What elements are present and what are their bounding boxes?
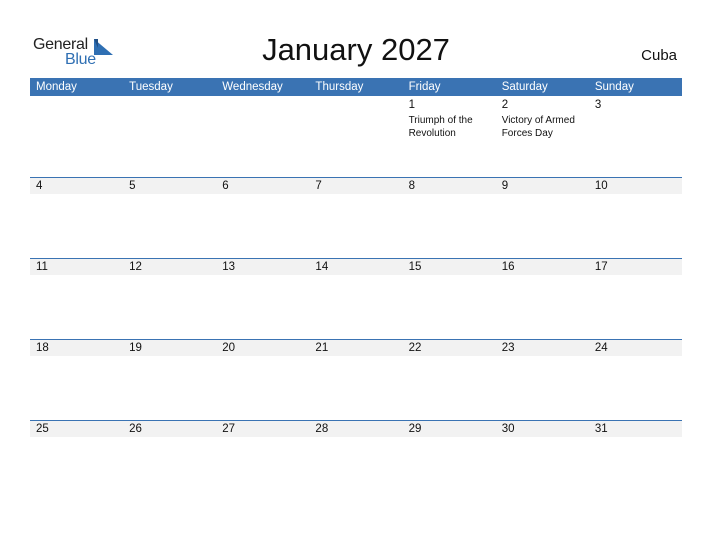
weekday-monday: Monday [36, 81, 77, 93]
day-number: 4 [30, 178, 123, 194]
day-number: 2 [501, 99, 509, 111]
day-number: 6 [216, 178, 309, 194]
day-cell [589, 178, 682, 257]
day-cell [30, 97, 123, 176]
weekday-friday: Friday [408, 81, 441, 93]
weekday-thursday: Thursday [315, 81, 364, 93]
day-number: 22 [403, 340, 496, 356]
day-number: 1 [408, 99, 415, 111]
day-cell [123, 421, 216, 500]
day-number: 26 [123, 421, 216, 437]
day-cell [309, 421, 402, 500]
holiday-label: Triumph of the Revolution [408, 115, 473, 139]
week-row [30, 177, 682, 257]
day-cell [123, 259, 216, 338]
day-number: 24 [589, 340, 682, 356]
day-number: 19 [123, 340, 216, 356]
day-cell [30, 421, 123, 500]
holiday-label: Victory of Armed Forces Day [501, 115, 575, 139]
day-cell [403, 340, 496, 419]
day-number: 11 [30, 259, 123, 275]
day-cell [216, 259, 309, 338]
day-number: 10 [589, 178, 682, 194]
day-number: 31 [589, 421, 682, 437]
day-cell [123, 178, 216, 257]
day-cell [403, 97, 496, 176]
day-number: 3 [594, 99, 602, 111]
day-cell [30, 259, 123, 338]
day-number: 8 [403, 178, 496, 194]
day-cell [496, 178, 589, 257]
day-cell [216, 178, 309, 257]
day-cell [403, 421, 496, 500]
week-row [30, 97, 682, 176]
day-cell [589, 340, 682, 419]
day-number: 16 [496, 259, 589, 275]
day-number: 23 [496, 340, 589, 356]
day-cell [309, 97, 402, 176]
weekday-tuesday: Tuesday [129, 81, 173, 93]
day-cell [309, 178, 402, 257]
day-cell [309, 340, 402, 419]
day-number: 18 [30, 340, 123, 356]
day-number: 12 [123, 259, 216, 275]
day-cell [30, 340, 123, 419]
day-cell [216, 97, 309, 176]
day-cell [496, 259, 589, 338]
day-cell [589, 259, 682, 338]
day-cell [30, 178, 123, 257]
country-label: Cuba [641, 47, 677, 64]
day-number: 20 [216, 340, 309, 356]
day-number [216, 97, 309, 113]
day-number [30, 97, 123, 113]
day-number: 14 [309, 259, 402, 275]
day-cell [216, 340, 309, 419]
day-number: 17 [589, 259, 682, 275]
day-number: 21 [309, 340, 402, 356]
day-number: 7 [309, 178, 402, 194]
weekday-saturday: Saturday [501, 81, 548, 93]
day-number: 13 [216, 259, 309, 275]
day-cell [123, 97, 216, 176]
day-cell [589, 421, 682, 500]
week-row [30, 420, 682, 500]
day-number: 5 [123, 178, 216, 194]
day-cell [216, 421, 309, 500]
week-row [30, 339, 682, 419]
weekday-sunday: Sunday [594, 81, 634, 93]
weekday-header [30, 78, 682, 96]
day-number: 15 [403, 259, 496, 275]
day-cell [496, 421, 589, 500]
day-cell [123, 340, 216, 419]
logo-word-general: General [33, 36, 88, 53]
day-number: 30 [496, 421, 589, 437]
day-cell [496, 97, 589, 176]
day-number [123, 97, 216, 113]
day-cell [403, 259, 496, 338]
day-cell [496, 340, 589, 419]
day-cell [309, 259, 402, 338]
calendar-title: January 2027 [262, 32, 450, 67]
weekday-wednesday: Wednesday [222, 81, 283, 93]
day-number: 25 [30, 421, 123, 437]
day-number [309, 97, 402, 113]
day-number: 27 [216, 421, 309, 437]
day-number: 29 [403, 421, 496, 437]
day-number: 28 [309, 421, 402, 437]
day-number: 9 [496, 178, 589, 194]
week-row [30, 258, 682, 338]
day-cell [589, 97, 682, 176]
logo-word-blue: Blue [65, 51, 96, 68]
day-cell [403, 178, 496, 257]
